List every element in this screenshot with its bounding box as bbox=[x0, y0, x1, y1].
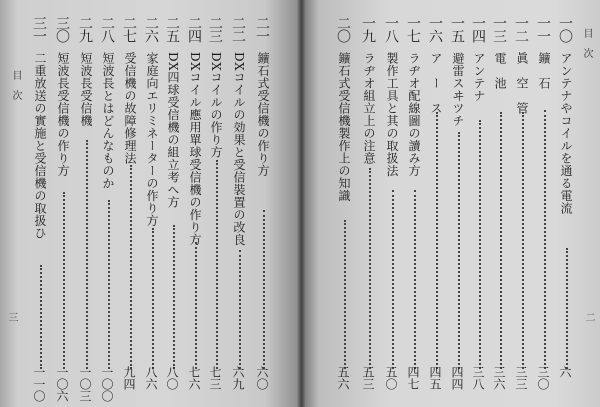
toc-number: 一八 bbox=[383, 16, 399, 42]
toc-leader bbox=[152, 228, 154, 369]
toc-page: 五六 bbox=[336, 366, 350, 390]
toc-title: DX四球受信機の組立考へ方 bbox=[166, 52, 180, 209]
toc-leader bbox=[195, 242, 197, 369]
toc-page: 六〇 bbox=[255, 366, 269, 390]
toc-page: 四七 bbox=[406, 366, 420, 390]
toc-page: 七六 bbox=[187, 366, 201, 390]
toc-title: ラヂオ配線圖の讀み方 bbox=[407, 52, 421, 177]
toc-title: アンテナやコイルを通る電流 bbox=[559, 52, 573, 215]
toc-number: 一三 bbox=[491, 16, 507, 42]
toc-leader bbox=[436, 112, 438, 369]
toc-number: 一一 bbox=[535, 16, 551, 42]
toc-page: 八六 bbox=[144, 366, 158, 390]
right-page-header: 目 次 bbox=[581, 28, 592, 58]
toc-leader bbox=[392, 190, 394, 369]
toc-leader bbox=[216, 160, 218, 369]
toc-title: 避雷スヰツチ bbox=[451, 52, 465, 127]
toc-title: 受信機の故障修理法 bbox=[123, 52, 137, 165]
toc-number: 一四 bbox=[470, 16, 486, 42]
toc-number: 一二 bbox=[513, 16, 529, 42]
toc-page: 一一〇 bbox=[32, 366, 46, 402]
toc-title: ア ー ス bbox=[429, 52, 443, 115]
toc-page: 三〇 bbox=[536, 366, 550, 390]
toc-number: 一五 bbox=[449, 16, 465, 42]
toc-number: 一六 bbox=[427, 16, 443, 42]
toc-title: DXコイルの作り方 bbox=[209, 52, 223, 159]
toc-leader bbox=[344, 220, 346, 369]
toc-title: DXコイル應用單球受信機の作り方 bbox=[188, 52, 202, 247]
toc-page: 四四 bbox=[450, 366, 464, 390]
toc-title: 鑛石式受信機製作上の知識 bbox=[337, 52, 351, 202]
toc-leader bbox=[239, 250, 241, 369]
toc-title: 鑛 石 bbox=[537, 52, 551, 90]
book-gutter bbox=[297, 0, 305, 407]
toc-number: 二二 bbox=[230, 16, 246, 42]
toc-leader bbox=[500, 112, 502, 369]
left-page-number: 三 bbox=[6, 312, 17, 322]
toc-number: 二七 bbox=[121, 16, 137, 42]
left-page-header: 目 次 bbox=[10, 70, 21, 100]
toc-page: 九四 bbox=[122, 366, 136, 390]
right-page bbox=[301, 0, 600, 407]
toc-leader bbox=[173, 225, 175, 369]
toc-leader bbox=[263, 210, 265, 369]
toc-number: 一九 bbox=[360, 16, 376, 42]
toc-title: ラヂオ組立上の注意 bbox=[362, 52, 376, 165]
toc-page: 四五 bbox=[428, 366, 442, 390]
toc-title: 二重放送の實施と受信機の取扱ひ bbox=[33, 52, 47, 240]
toc-leader bbox=[414, 190, 416, 369]
toc-leader bbox=[40, 265, 42, 369]
toc-number: 三〇 bbox=[54, 16, 70, 42]
toc-leader bbox=[479, 120, 481, 369]
toc-number: 一〇 bbox=[557, 16, 573, 42]
toc-number: 二五 bbox=[164, 16, 180, 42]
toc-title: 短波長受信機 bbox=[79, 52, 93, 127]
toc-leader bbox=[544, 110, 546, 369]
toc-number: 三一 bbox=[31, 16, 47, 42]
toc-page: 六九 bbox=[231, 366, 245, 390]
toc-page: 三八 bbox=[471, 366, 485, 390]
toc-number: 二〇 bbox=[335, 16, 351, 42]
toc-page: 七三 bbox=[208, 366, 222, 390]
toc-number: 二六 bbox=[143, 16, 159, 42]
toc-number: 二一 bbox=[254, 16, 270, 42]
toc-number: 二八 bbox=[99, 16, 115, 42]
toc-leader bbox=[566, 248, 568, 369]
toc-leader bbox=[522, 112, 524, 369]
right-page-number: 二 bbox=[583, 312, 594, 322]
toc-number: 一七 bbox=[405, 16, 421, 42]
toc-page: 五〇 bbox=[384, 366, 398, 390]
toc-title: 製作工具と其の取扱法 bbox=[385, 52, 399, 177]
toc-page: 一〇〇 bbox=[100, 366, 114, 402]
toc-leader bbox=[369, 168, 371, 369]
toc-title: 短波長とはどんなものか bbox=[101, 52, 115, 190]
toc-leader bbox=[63, 192, 65, 369]
toc-leader bbox=[458, 132, 460, 369]
toc-page: 八〇 bbox=[165, 366, 179, 390]
toc-title: 家庭向エリミネーターの作り方 bbox=[145, 52, 159, 227]
toc-page: 三六 bbox=[492, 366, 506, 390]
toc-leader bbox=[86, 140, 88, 369]
toc-title: 眞 空 管 bbox=[515, 52, 529, 115]
toc-page: 一〇六 bbox=[55, 366, 69, 402]
toc-number: 二四 bbox=[186, 16, 202, 42]
toc-title: 短波長受信機の作り方 bbox=[56, 52, 70, 177]
toc-leader bbox=[130, 165, 132, 369]
toc-page: 六 bbox=[558, 366, 572, 378]
toc-number: 二九 bbox=[77, 16, 93, 42]
toc-title: DXコイルの効果と受信裝置の改良 bbox=[232, 52, 246, 247]
toc-number: 二三 bbox=[207, 16, 223, 42]
toc-title: 電 池 bbox=[493, 52, 507, 90]
toc-page: 五三 bbox=[361, 366, 375, 390]
toc-title: アンテナ bbox=[472, 52, 486, 102]
toc-page: 一〇三 bbox=[78, 366, 92, 402]
toc-title: 鑛石式受信機の作り方 bbox=[256, 52, 270, 177]
toc-leader bbox=[108, 200, 110, 369]
toc-page: 三三 bbox=[514, 366, 528, 390]
